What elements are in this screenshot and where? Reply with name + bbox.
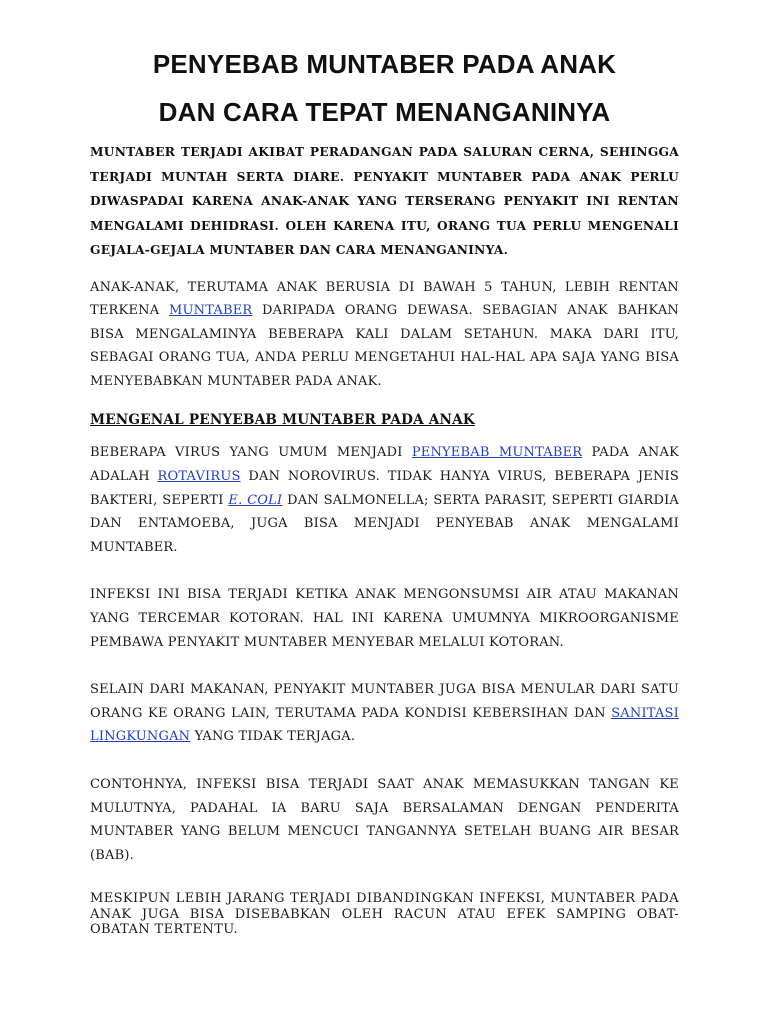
page-title xyxy=(90,0,679,136)
intro-paragraph: MUNTABER TERJADI AKIBAT PERADANGAN PADA SALURAN CERNA, SEHINGGA TERJADI MUNTAH SERTA DIARE. PENYAKIT MUNTABER PADA ANAK PERLU DIWASPADAI KARENA ANAK-ANAK YANG TERSERANG PENYAKIT INI RENTAN MENGALAMI DEHIDRASI. OLEH KARENA ITU, ORANG TUA PERLU MENGENALI GEJALA-GEJALA MUNTABER DAN CARA MENANGANINYA. xyxy=(90,145,679,257)
title-line-1: PENYEBAB MUNTABER PADA ANAK xyxy=(152,49,617,79)
paragraph-1-text-b: DARIPADA ORANG DEWASA. SEBAGIAN ANAK BAHKAN BISA MENGALAMINYA BEBERAPA KALI DALAM SETAHUN. MAKA DARI ITU, SEBAGAI ORANG TUA, ANDA PERLU MENGETAHUI HAL-HAL APA SAJA YANG BISA MENYEBABKAN MUNTABER PADA ANAK. xyxy=(90,303,679,389)
link-muntaber[interactable]: MUNTABER xyxy=(168,303,253,319)
paragraph-4 xyxy=(90,678,679,749)
link-penyebab-muntaber[interactable]: PENYEBAB MUNTABER xyxy=(411,445,583,461)
paragraph-4-text-a: SELAIN DARI MAKANAN, PENYAKIT MUNTABER JUGA BISA MENULAR DARI SATU ORANG KE ORANG LAIN, TERUTAMA PADA KONDISI KEBERSIHAN DAN xyxy=(90,682,679,721)
section-heading: MENGENAL PENYEBAB MUNTABER PADA ANAK xyxy=(90,412,475,429)
paragraph-3: INFEKSI INI BISA TERJADI KETIKA ANAK MENGONSUMSI AIR ATAU MAKANAN YANG TERCEMAR KOTORAN. HAL INI KARENA UMUMNYA MIKROORGANISME PEMBAWA PENYAKIT MUNTABER MENYEBAR MELALUI KOTORAN. xyxy=(90,587,679,650)
link-e-coli[interactable]: E. COLI xyxy=(228,492,283,508)
paragraph-6: MESKIPUN LEBIH JARANG TERJADI DIBANDINGKAN INFEKSI, MUNTABER PADA ANAK JUGA BISA DISEBABKAN OLEH RACUN ATAU EFEK SAMPING OBAT-OBATAN TERTENTU. xyxy=(90,891,679,938)
paragraph-1-text-a: ANAK-ANAK, TERUTAMA ANAK BERUSIA DI BAWAH 5 TAHUN, LEBIH RENTAN TERKENA xyxy=(90,279,679,319)
paragraph-4-text-b: YANG TIDAK TERJAGA. xyxy=(190,729,356,745)
link-rotavirus[interactable]: ROTAVIRUS xyxy=(157,469,241,485)
document-page xyxy=(90,0,679,938)
paragraph-2-text-d: DAN SALMONELLA; SERTA PARASIT, SEPERTI GIARDIA DAN ENTAMOEBA, JUGA BISA MENJADI PENYEBAB ANAK MENGALAMI MUNTABER. xyxy=(90,492,679,555)
paragraph-2 xyxy=(90,441,679,559)
title-line-2: DAN CARA TEPAT MENANGANINYA xyxy=(158,97,611,127)
paragraph-5: CONTOHNYA, INFEKSI BISA TERJADI SAAT ANAK MEMASUKKAN TANGAN KE MULUTNYA, PADAHAL IA BARU SAJA BERSALAMAN DENGAN PENDERITA MUNTABER YANG BELUM MENCUCI TANGANNYA SETELAH BUANG AIR BESAR (BAB). xyxy=(90,777,679,863)
paragraph-1 xyxy=(90,276,679,394)
paragraph-2-text-b: PADA ANAK ADALAH xyxy=(90,445,679,485)
link-sanitasi-lingkungan[interactable]: SANITASI LINGKUNGAN xyxy=(90,705,679,745)
paragraph-2-text-a: BEBERAPA VIRUS YANG UMUM MENJADI xyxy=(90,445,412,461)
paragraph-2-text-c: DAN NOROVIRUS. TIDAK HANYA VIRUS, BEBERAPA JENIS BAKTERI, SEPERTI xyxy=(90,469,679,508)
